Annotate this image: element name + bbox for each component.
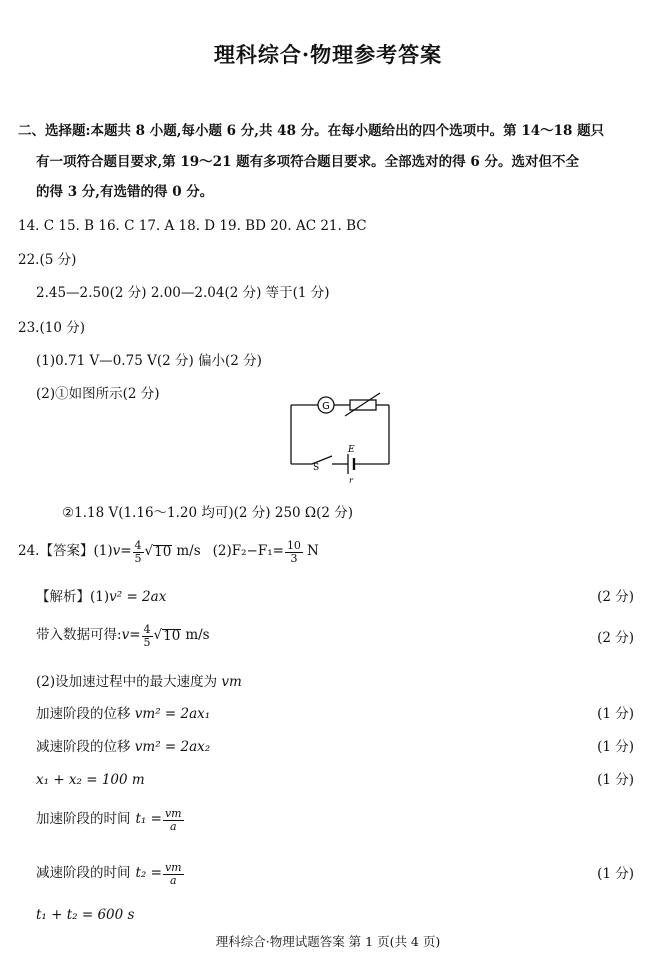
- rheostat-symbol: [350, 400, 376, 410]
- points-badge: (1 分): [597, 866, 634, 882]
- q24-accel-displacement: 加速阶段的位移 vm² = 2ax₁: [36, 706, 211, 722]
- q24-sum-displacement: x₁ + x₂ = 100 m: [36, 772, 145, 788]
- page-footer: 理科综合·物理试题答案 第 1 页(共 4 页): [215, 934, 441, 949]
- section-intro-line-3: 的得 3 分,有选错的得 0 分。: [36, 184, 214, 200]
- emf-label: E: [348, 445, 355, 455]
- points-badge: (1 分): [597, 739, 634, 755]
- q24-substitute: 带入数据可得: v = $\frac{4}{5}$ √ 10 m/s: [36, 623, 210, 649]
- q23-part1: (1)0.71 V—0.75 V(2 分) 偏小(2 分): [36, 353, 262, 369]
- velocity-symbol: v: [112, 543, 121, 560]
- q23-part2: (2)①如图所示(2 分): [36, 386, 160, 402]
- q24-accel-time: 加速阶段的时间 t₁ = $\frac{vm}{a}$: [36, 807, 182, 833]
- q24-answer-part2: (2)F₂−F₁=: [212, 543, 284, 560]
- points-badge: (1 分): [597, 706, 634, 722]
- choice-answers: 14. C 15. B 16. C 17. A 18. D 19. BD 20. AC 21. BC: [18, 218, 367, 234]
- circuit-diagram: [282, 392, 398, 484]
- section-intro-line-1: 二、选择题:本题共 8 小题,每小题 6 分,共 48 分。在每小题给出的四个选项中。第 14～18 题只: [18, 123, 605, 139]
- fraction-four-fifths-2: $\frac{4}{5}$: [143, 623, 151, 649]
- fraction-four-fifths: $\frac{4}{5}$: [134, 539, 142, 565]
- points-badge: (2 分): [597, 589, 634, 605]
- unit-mps: m/s: [176, 543, 201, 560]
- q24-answer-prefix: 24.【答案】(1): [18, 543, 113, 560]
- internal-resistance-label: r: [349, 476, 353, 484]
- q24-decel-time: 减速阶段的时间 t₂ = $\frac{vm}{a}$: [36, 861, 182, 887]
- fraction-vm-over-a-2: $\frac{vm}{a}$: [164, 861, 182, 887]
- sqrt-radicand: 10: [154, 543, 172, 560]
- unit-newton: N: [306, 543, 319, 560]
- q24-decel-displacement: 减速阶段的位移 vm² = 2ax₂: [36, 739, 211, 755]
- q22-header: 22.(5 分): [18, 252, 77, 268]
- points-badge: (2 分): [597, 630, 634, 646]
- points-badge: (1 分): [597, 772, 634, 788]
- q22-answers: 2.45—2.50(2 分) 2.00—2.04(2 分) 等于(1 分): [36, 285, 330, 301]
- q24-analysis-1: 【解析】(1)v² = 2ax: [36, 589, 167, 605]
- switch-label: S: [313, 463, 320, 473]
- fraction-ten-thirds: $\frac{10}{3}$: [286, 539, 301, 565]
- q24-sum-time: t₁ + t₂ = 600 s: [36, 907, 135, 923]
- q24-answer: 24.【答案】(1) v = $\frac{4}{5}$ √ 10 m/s (2)F₂−F₁= $\frac{10}{3}$ N: [18, 539, 319, 565]
- q23-header: 23.(10 分): [18, 320, 85, 336]
- page-title: 理科综合·物理参考答案: [213, 42, 443, 67]
- q24-max-speed-line: (2)设加速过程中的最大速度为 vm: [36, 674, 242, 690]
- fraction-vm-over-a: $\frac{vm}{a}$: [164, 807, 182, 833]
- q23-part2b: ②1.18 V(1.16～1.20 均可)(2 分) 250 Ω(2 分): [62, 505, 354, 521]
- section-intro-line-2: 有一项符合题目要求,第 19～21 题有多项符合题目要求。全部选对的得 6 分。选对但不全: [36, 154, 579, 170]
- galvanometer-label: G: [322, 401, 330, 412]
